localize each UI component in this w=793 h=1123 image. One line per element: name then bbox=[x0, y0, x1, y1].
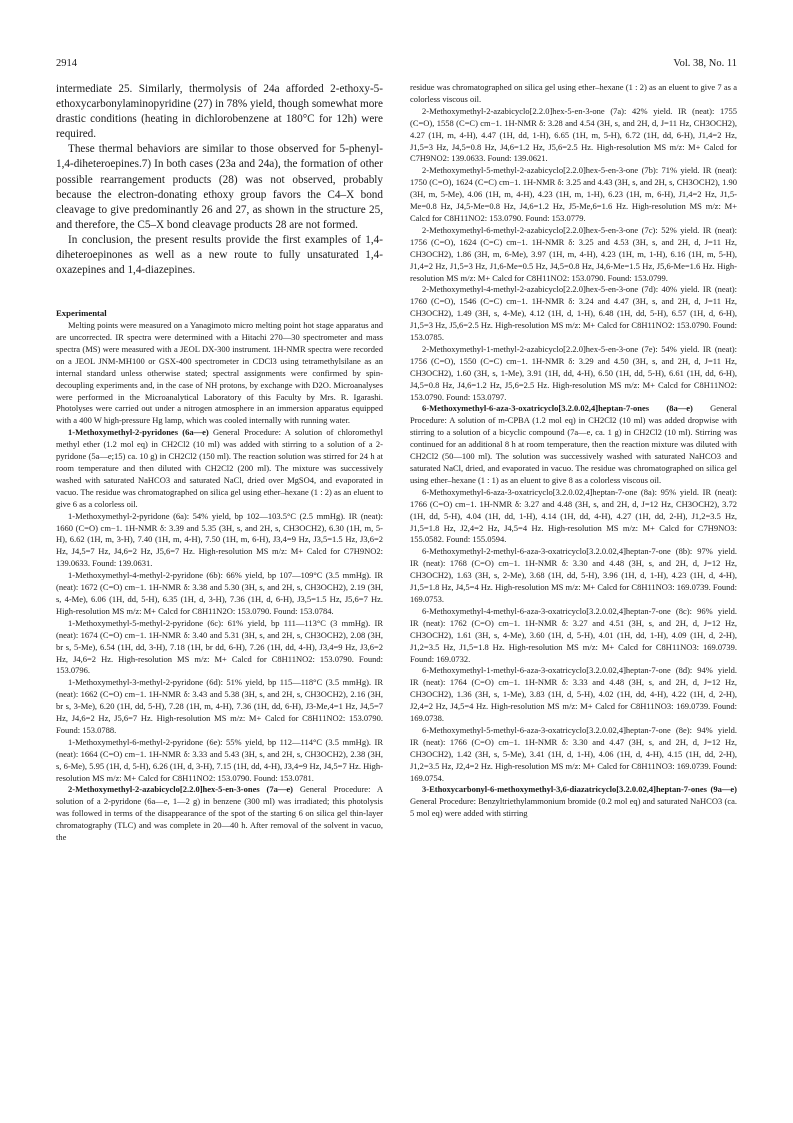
procedure-text: 2-Methoxymethyl-1-methyl-2-azabicyclo[2.2.0]hex-5-en-3-one (7e): 54% yield. IR (neat): 1756 (C=O), 1550 (C=C) cm−1. 1H-NMR δ: 3.29 and 4.50 (3H, s, and 2H, d, J=11 Hz, CH3OCH2), 1.60 (3H, s, 1-Me), 3.91 (1H, dd, 4-H), 6.50 (1H, dd, 5-H), 6.61 (1H, dd, 6-H), J4,5=0.8 Hz, J4,6=1.2 Hz, J5,6=2.5 Hz. High-resolution MS m/z: M+ Calcd for C8H11NO2: 153.0790. Found: 153.0797. bbox=[410, 343, 737, 402]
procedure-text: 1-Methoxymethyl-3-methyl-2-pyridone (6d): 51% yield, bp 115—118°C (3.5 mmHg). IR (neat): 1662 (C=O) cm−1. 1H-NMR δ: 3.43 and 5.38 (3H, s, and 2H, s, CH3OCH2), 2.16 (3H, br s, 3-Me), 6.20 (1H, dd, 5-H), 7.28 (1H, m, 4-H), 7.36 (1H, dd, 6-H), J3-Me,4=1 Hz, J4,5=7 Hz, J4,6=2 Hz, J5,6=7 Hz. High-resolution MS m/z: M+ Calcd for C8H11NO2: 153.0790. Found: 153.0788. bbox=[56, 677, 383, 735]
procedure-text: 6-Methoxymethyl-6-aza-3-oxatricyclo[3.2.0.02,4]heptan-7-one (8a): 95% yield. IR (neat): 1766 (C=O) cm−1. 1H-NMR δ: 3.27 and 4.48 (3H, s, and 2H, d, J=12 Hz, CH3OCH2), 3.72 (1H, dd, 5-H), 4.04 (1H, dd, 1-H), 4.14 (1H, dd, 4-H), 4.27 (1H, dd, 2-H), J1,2=3.5 Hz, J1,5=1.8 Hz, J2,4=2 Hz, J4,5=4 Hz. High-resolution MS m/z: M+ Calcd for C7H9NO3: 155.0582. Found: 155.0594. bbox=[410, 486, 737, 545]
compound-entry bbox=[410, 165, 737, 225]
compound-entry bbox=[56, 511, 383, 571]
procedure-text: General Procedure: A solution of a 2-pyridone (6a—e, 1—2 g) in benzene (300 ml) was irradiated; this photolysis was followed in terms of the disappearance of the spot of the starting 6 on silica gel thin-layer chromatography (TLC) and was complete in 20—40 h. After removal of the solvent in vacuo, the bbox=[56, 784, 383, 843]
body-paragraph: intermediate 25. Similarly, thermolysis of 24a afforded 2-ethoxy-5-ethoxycarbonylaminopyridine (27) in 78% yield, though somewhat more drastic conditions (heating in dichlorobenzene at 180°C for 12h) were required. bbox=[56, 83, 383, 141]
volume-issue: Vol. 38, No. 11 bbox=[673, 58, 737, 69]
compound-entry bbox=[56, 737, 383, 785]
compound-entry bbox=[410, 225, 737, 285]
procedure-text: 1-Methoxymethyl-5-methyl-2-pyridone (6c): 61% yield, bp 111—113°C (3 mmHg). IR (neat): 1674 (C=O) cm−1. 1H-NMR δ: 3.40 and 5.31 (3H, s, and 2H, s, CH3OCH2), 2.08 (3H, br s, 5-Me), 6.54 (1H, dd, 3-H), 7.18 (1H, br dd, 6-H), 7.26 (1H, dd, 4-H), J3,4=9 Hz, J3,6=2 Hz, J4,6=2 Hz. High-resolution MS m/z: M+ Calcd for C8H11NO2: 153.0790. Found: 153.0796. bbox=[56, 617, 383, 676]
running-header bbox=[56, 58, 737, 72]
compound-entry bbox=[410, 665, 737, 725]
procedure-text: 6-Methoxymethyl-5-methyl-6-aza-3-oxatricyclo[3.2.0.02,4]heptan-7-one (8e): 94% yield. IR (neat): 1766 (C=O) cm−1. 1H-NMR δ: 3.30 and 4.47 (3H, s, and 2H, d, J=12 Hz, CH3OCH2), 1.42 (3H, s, 5-Me), 3.41 (1H, d, 1-H), 4.06 (1H, d, 4-H), 4.15 (1H, dd, 2-H), J1,2=3.5 Hz, J2,4=2 Hz. High-resolution MS m/z: M+ Calcd for C8H11NO3: 169.0739. Found: 169.0754. bbox=[410, 724, 737, 783]
compound-entry bbox=[410, 106, 737, 166]
compound-entry bbox=[410, 284, 737, 344]
procedure-text: 1-Methoxymethyl-4-methyl-2-pyridone (6b): 66% yield, bp 107—109°C (3.5 mmHg). IR (neat): 1672 (C=O) cm−1. 1H-NMR δ: 3.38 and 5.30 (3H, s, and 2H, s, CH3OCH2), 2.19 (3H, s, 4-Me), 6.06 (1H, dd, 5-H), 6.35 (1H, d, 3-H), 7.36 (1H, d, 6-H), J3,5=1.5 Hz, J5,6=7 Hz. High-resolution MS m/z: M+ Calcd for C8H11N2O: 153.0790. Found: 153.0784. bbox=[56, 570, 383, 616]
compound-entry bbox=[56, 618, 383, 678]
section-heading: Experimental bbox=[56, 308, 107, 319]
procedure-text: General Procedure: A solution of chloromethyl methyl ether (1.2 mol eq) in CH2Cl2 (10 ml) was added with stirring to a solution of a 2-pyridone (5a—e;15) ca. 10 g) in CH2Cl2 (150 ml). The reaction solution was stirred for 24 h at room temperature and then diluted with CH2Cl2 (200 ml). The mixture was successively washed with saturated NaHCO3 and saturated NaCl, dried over MgSO4, and evaporated in vacuo. The residue was chromatographed on silica gel using ether–hexane (1 : 2) as an eluent to give 6 as a colorless oil. bbox=[56, 427, 383, 509]
compound-entry bbox=[56, 570, 383, 618]
procedure-list bbox=[410, 82, 737, 820]
left-column bbox=[56, 82, 383, 844]
procedure-text: 2-Methoxymethyl-4-methyl-2-azabicyclo[2.2.0]hex-5-en-3-one (7d): 40% yield. IR (neat): 1760 (C=O), 1546 (C=C) cm−1. 1H-NMR δ: 3.24 and 4.47 (3H, s, and 2H, d, J=11 Hz, CH3OCH2), 1.49 (3H, s, 4-Me), 4.12 (1H, d, 1-H), 6.48 (1H, dd, 5-H), 6.57 (1H, d, 6-H), J1,5=3 Hz, J5,6=2.5 Hz. High-resolution MS m/z: M+ Calcd for C8H11NO2: 153.0790. Found: 153.0785. bbox=[410, 284, 737, 343]
procedure-paragraph bbox=[56, 784, 383, 844]
compound-entry bbox=[410, 344, 737, 404]
procedure-text: 2-Methoxymethyl-5-methyl-2-azabicyclo[2.2.0]hex-5-en-3-one (7b): 71% yield. IR (neat): 1750 (C=O), 1624 (C=C) cm−1. 1H-NMR δ: 3.25 and 4.43 (3H, s, and 2H, s, CH3OCH2), 1.90 (3H, m, 5-Me), 4.06 (1H, m, 4-H), 4.23 (1H, m, 1-H), 6.23 (1H, m, 6-H), J1,4=2 Hz, J1,5-Me=0.8 Hz, J4,5-Me=0.8 Hz, J4,6=1.2 Hz, J5-Me,6=1.6 Hz. High-resolution MS m/z: M+ Calcd for C8H11NO2: 153.0790. Found: 153.0779. bbox=[410, 165, 737, 223]
compound-entry bbox=[410, 487, 737, 547]
procedure-text: 6-Methoxymethyl-4-methyl-6-aza-3-oxatricyclo[3.2.0.02,4]heptan-7-one (8c): 96% yield. IR (neat): 1762 (C=O) cm−1. 1H-NMR δ: 3.27 and 4.51 (3H, s, and 2H, d, J=12 Hz, CH3OCH2), 1.61 (3H, s, 4-Me), 3.60 (1H, d, 5-H), 4.01 (1H, dd, 1-H), 4.09 (1H, d, 2-H), J1,2=3.5 Hz, J1,5=1.8 Hz. High-resolution MS m/z: M+ Calcd for C8H11NO3: 169.0739. Found: 169.0732. bbox=[410, 605, 737, 664]
body-paragraph: These thermal behaviors are similar to those observed for 5-phenyl-1,4-diheteroepines.7) In both cases (23a and 24a), the formation of other possible rearrangement products (28) was not observed, probably because the electron-donating ethoxy group favors the C4–X bond cleavage to give predominantly 26 and 27, as shown in the structure 25, and therefore, the C5–X bond cleavage products 28 are not formed. bbox=[56, 143, 383, 231]
procedure-heading: 6-Methoxymethyl-6-aza-3-oxatricyclo[3.2.0.02,4]heptan-7-ones (8a—e) bbox=[422, 403, 693, 414]
procedure-paragraph bbox=[410, 403, 737, 486]
compound-entry bbox=[410, 546, 737, 606]
compound-entry bbox=[410, 82, 737, 106]
compound-entry bbox=[410, 725, 737, 785]
procedure-list bbox=[56, 427, 383, 844]
procedure-heading: 2-Methoxymethyl-2-azabicyclo[2.2.0]hex-5-en-3-ones (7a—e) bbox=[68, 784, 293, 795]
body-paragraph: In conclusion, the present results provide the first examples of 1,4-diheteroepinones as well as a new route to fully unsaturated 1,4-oxazepines and 1,4-diazepines. bbox=[56, 233, 383, 277]
procedure-text: 2-Methoxymethyl-2-azabicyclo[2.2.0]hex-5-en-3-one (7a): 42% yield. IR (neat): 1755 (C=O), 1558 (C=C) cm−1. 1H-NMR δ: 3.28 and 4.54 (3H, s, and 2H, d, J=11 Hz, CH3OCH2), 4.27 (1H, m, 4-H), 4.47 (1H, dd, 1-H), 6.65 (1H, m, 5-H), 6.72 (1H, dd, 6-H), J1,4=2 Hz, J1,5=3 Hz, J4,5=0.8 Hz, J4,6=1.2 Hz, J5,6=2.5 Hz. High-resolution MS m/z: M+ Calcd for C7H9NO2: 139.0633. Found: 139.0621. bbox=[410, 105, 737, 164]
right-column bbox=[410, 82, 737, 820]
compound-entry bbox=[56, 677, 383, 737]
procedure-text: 1-Methoxymethyl-6-methyl-2-pyridone (6e): 55% yield, bp 112—114°C (3.5 mmHg). IR (neat): 1664 (C=O) cm−1. 1H-NMR δ: 3.33 and 5.43 (3H, s, and 2H, s, CH3OCH2), 2.38 (3H, s, 6-Me), 5.95 (1H, d, 5-H), 6.26 (1H, d, 3-H), 7.15 (1H, dd, 4-H), J3,4=9 Hz, J4,5=7 Hz. High-resolution MS m/z: M+ Calcd for C8H11NO2: 153.0790. Found: 153.0781. bbox=[56, 736, 383, 783]
procedure-text: 1-Methoxymethyl-2-pyridone (6a): 54% yield, bp 102—103.5°C (2.5 mmHg). IR (neat): 1660 (C=O) cm−1. 1H-NMR δ: 3.39 and 5.35 (3H, s, and 2H, s, CH3OCH2), 6.30 (1H, m, 5-H), 6.62 (1H, m, 3-H), 7.40 (1H, m, 4-H), 7.50 (1H, m, 6-H), J3,4=9 Hz, J3,5=1.5 Hz, J3,6=2 Hz, J4,5=7 Hz, J4,6=2 Hz, J5,6=7 Hz. High-resolution MS m/z: M+ Calcd for C7H9NO2: 139.0633. Found: 139.0631. bbox=[56, 510, 383, 569]
procedure-paragraph bbox=[56, 427, 383, 510]
procedure-paragraph bbox=[410, 784, 737, 820]
experimental-intro: Melting points were measured on a Yanagimoto micro melting point hot stage apparatus and are uncorrected. IR spectra were determined with a Hitachi 270—30 spectrometer and mass spectra (MS) were measured with a JEOL DX-300 instrument. 1H-NMR spectra were recorded on a JEOL JNM-MH100 or GSX-400 spectrometer in CDCl3 using tetramethylsilane as an internal standard unless otherwise stated; spectral assignments were confirmed by spin-decoupling experiments and, in the case of NH protons, by exchange with D2O. Microanalyses were performed in the Microanalytical Laboratory of this Faculty by Mrs. R. Igarashi. Photolyses were carried out under a nitrogen atmosphere in an immersion apparatus equipped with a 400 W high-pressure Hg lamp, which was cooled internally with running water. bbox=[56, 320, 383, 426]
procedure-heading: 3-Ethoxycarbonyl-6-methoxymethyl-3,6-diazatricyclo[3.2.0.02,4]heptan-7-ones (9a—e) bbox=[422, 784, 737, 795]
procedure-heading: 1-Methoxymethyl-2-pyridones (6a—e) bbox=[68, 427, 209, 438]
compound-entry bbox=[410, 606, 737, 666]
procedure-text: General Procedure: A solution of m-CPBA (1.2 mol eq) in CH2Cl2 (10 ml) was added dropwise with stirring to a solution of a bicyclic compound (7a—e, ca. 1 g) in CH2Cl2 (10 ml). Stirring was continued for an additional 8 h at room temperature, then the reaction mixture was diluted with CH2Cl2 (50—100 ml). The solution was successively washed with saturated NaHCO3 and saturated NaCl, dried, and evaporated in vacuo. The residue was chromatographed on silica gel using ether–hexane (1 : 1) as an eluent to give 8 as a colorless viscous oil. bbox=[410, 403, 737, 485]
page-number: 2914 bbox=[56, 58, 77, 69]
procedure-text: General Procedure: Benzyltriethylammonium bromide (0.2 mol eq) and saturated NaHCO3 (ca. 5 mol eq) were added with stirring bbox=[410, 796, 737, 819]
procedure-text: 2-Methoxymethyl-6-methyl-2-azabicyclo[2.2.0]hex-5-en-3-one (7c): 52% yield. IR (neat): 1756 (C=O), 1624 (C=C) cm−1. 1H-NMR δ: 3.25 and 4.53 (3H, s, and 2H, d, J=11 Hz, CH3OCH2), 1.86 (3H, m, 6-Me), 3.97 (1H, m, 4-H), 4.23 (1H, m, 1-H), 6.16 (1H, m, 5-H), J1,4=2 Hz, J1,5=3 Hz, J1,6-Me=0.5 Hz, J4,5=0.8 Hz, J4,6-Me=1.5 Hz, J5,6-Me=1.6 Hz. High-resolution MS m/z: M+ Calcd for C8H11NO2: 153.0790. Found: 153.0799. bbox=[410, 224, 737, 283]
procedure-text: residue was chromatographed on silica gel using ether–hexane (1 : 2) as an eluent to give 7 as a colorless viscous oil. bbox=[410, 82, 737, 104]
procedure-text: 6-Methoxymethyl-1-methyl-6-aza-3-oxatricyclo[3.2.0.02,4]heptan-7-one (8d): 94% yield. IR (neat): 1764 (C=O) cm−1. 1H-NMR δ: 3.33 and 4.48 (3H, s, and 2H, d, J=12 Hz, CH3OCH2), 1.36 (3H, s, 1-Me), 3.83 (1H, d, 5-H), 4.02 (1H, dd, 4-H), 4.22 (1H, d, 2-H), J2,4=2 Hz, J4,5=4 Hz. High-resolution MS m/z: M+ Calcd for C8H11NO3: 169.0739. Found: 169.0738. bbox=[410, 665, 737, 724]
procedure-text: 6-Methoxymethyl-2-methyl-6-aza-3-oxatricyclo[3.2.0.02,4]heptan-7-one (8b): 97% yield. IR (neat): 1768 (C=O) cm−1. 1H-NMR δ: 3.30 and 4.48 (3H, s, and 2H, d, J=12 Hz, CH3OCH2), 1.63 (3H, s, 2-Me), 3.68 (1H, dd, 5-H), 3.96 (1H, d, 1-H), 4.23 (1H, d, 4-H), J1,5=1.8 Hz, J4,5=4 Hz. High-resolution MS m/z: M+ Calcd for C8H11NO3: 169.0739. Found: 169.0753. bbox=[410, 546, 737, 604]
